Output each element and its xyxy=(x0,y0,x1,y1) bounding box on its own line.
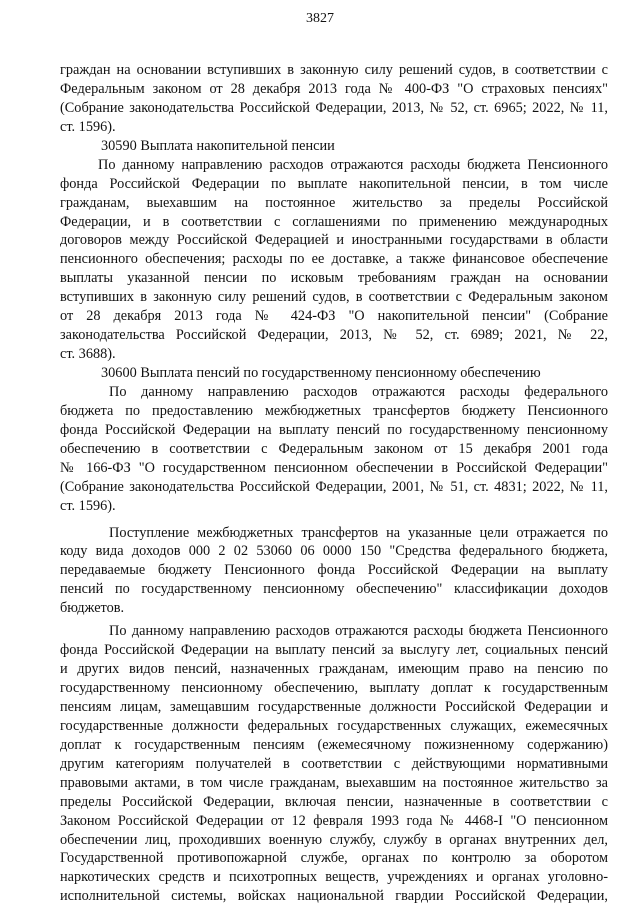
text-line: договоров между Российской Федерацией и иностранными государствами в области xyxy=(60,232,608,249)
document-body xyxy=(60,61,608,906)
text-line: По данному направлению расходов отражаются расходы федерального xyxy=(109,383,608,400)
text-line: обеспечению в соответствии с Федеральным законом от 15 декабря 2001 года xyxy=(60,440,608,457)
text-line: наркотических средств и психотропных веществ, учреждениях и органах уголовно- xyxy=(60,869,608,886)
text-line: доплат к государственным пенсиям (ежемесячному пожизненному содержанию) xyxy=(60,736,608,753)
text-line: вступивших в законную силу решений судов, в соответствии с Федеральным законом xyxy=(60,289,608,306)
text-line: гражданам, выехавшим на постоянное жительство за пределы Российской xyxy=(60,194,608,211)
text-line: фонда Российской Федерации по выплате накопительной пенсии, в том числе xyxy=(60,175,608,192)
text-line: законодательства Российской Федерации, 2013, № 52, ст. 6989; 2021, № 22, xyxy=(60,327,608,344)
text-line: Федеральным законом от 28 декабря 2013 года № 400-ФЗ "О страховых пенсиях" xyxy=(60,80,608,97)
text-line: Поступление межбюджетных трансфертов на указанные цели отражается по xyxy=(109,524,608,541)
text-line: пенсионного обеспечения; расходы по ее доставке, а также финансовое обеспечение xyxy=(60,251,608,268)
text-line: № 166-ФЗ "О государственном пенсионном обеспечении в Российской Федерации" xyxy=(60,459,608,476)
paragraph-pension-expenses xyxy=(60,622,608,906)
text-line: пенсиям лицам, замещавшим государственные должности Российской Федерации и xyxy=(60,698,608,715)
text-line: от 28 декабря 2013 года № 424-ФЗ "О накопительной пенсии" (Собрание xyxy=(60,308,608,325)
text-line: По данному направлению расходов отражаются расходы бюджета Пенсионного xyxy=(98,156,608,173)
section-heading-30590: 30590 Выплата накопительной пенсии xyxy=(101,137,335,154)
text-line: передаваемые бюджету Пенсионного фонда Российской Федерации на выплату xyxy=(60,562,608,579)
text-line: бюджета по предоставлению межбюджетных трансфертов бюджету Пенсионного xyxy=(60,402,608,419)
text-line: государственные должности федеральных государственных служащих, ежемесячных xyxy=(60,717,608,734)
text-line: Законом Российской Федерации от 12 февраля 1993 года № 4468-I "О пенсионном xyxy=(60,812,608,829)
text-line: ст. 1596). xyxy=(60,118,116,135)
text-line: другим категориям получателей в соответствии с действующими нормативными xyxy=(60,755,608,772)
text-line: ст. 3688). xyxy=(60,346,116,363)
text-line: (Собрание законодательства Российской Федерации, 2001, № 51, ст. 4831; 2022, № 11, xyxy=(60,478,608,495)
text-line: Государственной противопожарной службе, органах по контролю за оборотом xyxy=(60,850,608,867)
text-line: пределы Российской Федерации, включая пенсии, назначенные в соответствии с xyxy=(60,793,608,810)
paragraph-continuation xyxy=(60,61,608,137)
text-line: По данному направлению расходов отражаются расходы бюджета Пенсионного xyxy=(109,623,608,640)
text-line: государственному пенсионному обеспечению, выплату доплат к государственным xyxy=(60,680,608,696)
text-line: фонда Российской Федерации на выплату пенсий по государственному пенсионному xyxy=(60,421,608,438)
text-line: выплаты указанной пенсии по исковым требованиям граждан на основании xyxy=(60,270,608,287)
text-line: (Собрание законодательства Российской Федерации, 2013, № 52, ст. 6965; 2022, № 11, xyxy=(60,99,608,116)
text-line: пенсий по государственному пенсионному обеспечению" классификации доходов xyxy=(60,581,608,598)
text-line: правовыми актами, в том числе гражданам, выехавшим на постоянное жительство за xyxy=(60,774,608,791)
text-line: исполнительной системы, войсках национальной гвардии Российской Федерации, xyxy=(60,888,608,905)
text-line: и других видов пенсий, назначенных гражданам, имеющим право на пенсию по xyxy=(60,661,608,678)
text-line: Федерации, и в соответствии с соглашениями по применению международных xyxy=(60,213,608,230)
text-line: коду вида доходов 000 2 02 53060 06 0000 150 "Средства федерального бюджета, xyxy=(60,543,608,560)
text-line: граждан на основании вступивших в законную силу решений судов, в соответствии с xyxy=(60,62,608,78)
text-line: ст. 1596). xyxy=(60,497,116,514)
paragraph-state-pension xyxy=(60,383,608,516)
paragraph-savings-pension xyxy=(60,156,608,364)
text-line: обеспечении лиц, проходивших военную службу, службу в органах внутренних дел, xyxy=(60,831,608,848)
paragraph-transfers-receipt xyxy=(60,524,608,619)
text-line: фонда Российской Федерации на выплату пенсий за выслугу лет, социальных пенсий xyxy=(60,642,608,659)
section-heading-30600: 30600 Выплата пенсий по государственному пенсионному обеспечению xyxy=(101,365,541,381)
text-line: бюджетов. xyxy=(60,600,125,617)
page-number: 3827 xyxy=(306,11,334,26)
